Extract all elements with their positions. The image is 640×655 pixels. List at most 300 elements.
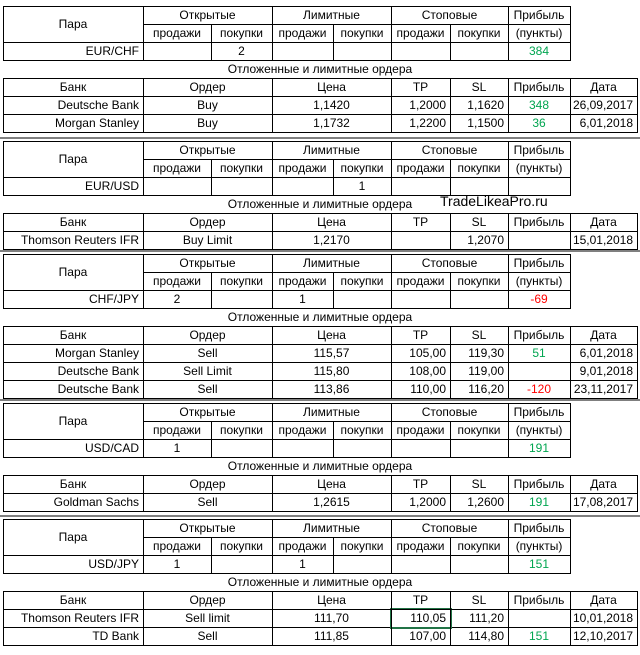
grid-line [3, 403, 571, 404]
sl-cell[interactable]: 111,20 [469, 611, 504, 625]
grid-line [3, 132, 638, 133]
order-profit-cell[interactable]: 191 [528, 495, 550, 509]
date-header[interactable]: Дата [590, 215, 617, 229]
sub-header-cell[interactable]: покупки [340, 539, 384, 553]
sl-cell[interactable]: 1,1620 [467, 98, 504, 112]
profit-header[interactable]: Прибыль [513, 143, 565, 157]
open-header[interactable]: Открытые [179, 8, 236, 22]
price-cell[interactable]: 111,85 [314, 629, 349, 643]
price-cell[interactable]: 1,2170 [313, 233, 350, 247]
sl-cell[interactable]: 1,2070 [467, 233, 504, 247]
grid-line [3, 439, 571, 440]
order-profit-header[interactable]: Прибыль [513, 593, 565, 607]
grid-line [570, 591, 571, 646]
grid-line [3, 141, 571, 142]
sub-header-cell[interactable]: продажи [153, 26, 201, 40]
position-count-cell[interactable] [450, 555, 508, 573]
date-cell[interactable]: 9,01,2018 [579, 364, 633, 378]
grid-line [272, 519, 273, 574]
order-type-cell[interactable]: Buy [197, 98, 218, 112]
grid-line [637, 475, 638, 512]
grid-line [450, 421, 451, 458]
date-cell[interactable]: 23,11,2017 [573, 382, 633, 396]
position-count-cell[interactable] [333, 42, 391, 60]
grid-line [272, 254, 273, 309]
profit-header[interactable]: Прибыль [513, 8, 565, 22]
grid-line [508, 78, 509, 133]
bank-cell[interactable]: Thomson Reuters IFR [20, 233, 139, 247]
profit-cell[interactable]: 384 [528, 44, 550, 58]
sub-header-cell[interactable]: продажи [278, 161, 327, 175]
grid-line [3, 78, 638, 79]
sub-header-cell[interactable]: продажи [153, 161, 201, 175]
open-header[interactable]: Открытые [179, 405, 236, 419]
grid-line [450, 24, 451, 61]
sub-header-cell[interactable]: продажи [396, 539, 445, 553]
profit-cell[interactable]: -69 [530, 292, 548, 306]
pair-header[interactable]: Пара [58, 414, 88, 428]
date-header[interactable]: Дата [590, 328, 617, 342]
orders-title[interactable]: Отложенные и лимитные ордера [227, 459, 413, 473]
tp-header[interactable]: TP [412, 593, 429, 607]
tp-cell[interactable]: 105,00 [409, 346, 446, 360]
grid-line [570, 6, 571, 61]
grid-line [3, 213, 4, 250]
grid-line [3, 555, 571, 556]
date-header[interactable]: Дата [590, 593, 617, 607]
position-count-cell[interactable] [391, 555, 450, 573]
grid-line [211, 159, 212, 196]
order-profit-cell[interactable]: 36 [532, 116, 546, 130]
sub-header-cell[interactable]: покупки [340, 274, 384, 288]
grid-line [570, 78, 571, 133]
position-count-cell[interactable] [333, 555, 391, 573]
price-header[interactable]: Цена [317, 80, 346, 94]
order-profit-cell[interactable]: 348 [528, 98, 550, 112]
grid-line [211, 421, 212, 458]
grid-line [333, 24, 334, 61]
order-header[interactable]: Ордер [189, 328, 226, 342]
active-cell-selection [390, 608, 452, 629]
sub-header-cell[interactable]: покупки [457, 161, 501, 175]
bank-cell[interactable]: Morgan Stanley [54, 116, 139, 130]
grid-line [637, 591, 638, 646]
profit-header[interactable]: Прибыль [513, 405, 565, 419]
order-profit-cell[interactable] [508, 609, 570, 627]
grid-line [570, 326, 571, 399]
profit-header[interactable]: Прибыль [513, 256, 565, 270]
sl-cell[interactable]: 1,1500 [467, 116, 504, 130]
bank-header[interactable]: Банк [59, 215, 87, 229]
grid-line [508, 403, 509, 458]
order-header[interactable]: Ордер [189, 477, 226, 491]
bank-cell[interactable]: Thomson Reuters IFR [20, 611, 139, 625]
grid-line [450, 326, 451, 399]
grid-line [3, 177, 571, 178]
grid-line [508, 326, 509, 399]
price-cell[interactable]: 115,57 [313, 346, 350, 360]
grid-line [272, 591, 273, 646]
grid-line [3, 591, 4, 646]
order-header[interactable]: Ордер [189, 215, 226, 229]
tp-cell[interactable]: 107,00 [409, 629, 446, 643]
grid-line [143, 78, 144, 133]
profit-header[interactable]: Прибыль [513, 521, 565, 535]
grid-line [391, 254, 392, 309]
price-header[interactable]: Цена [317, 477, 346, 491]
position-count-cell[interactable] [450, 42, 508, 60]
date-cell[interactable]: 10,01,2018 [572, 611, 633, 625]
tp-cell[interactable]: 1,2000 [409, 98, 446, 112]
position-count-cell[interactable] [333, 439, 391, 457]
grid-line [3, 326, 638, 327]
date-cell[interactable]: 26,09,2017 [572, 98, 633, 112]
pair-header[interactable]: Пара [58, 530, 88, 544]
sl-cell[interactable]: 119,00 [468, 364, 504, 378]
grid-line [272, 78, 273, 133]
date-header[interactable]: Дата [590, 477, 617, 491]
grid-line [143, 326, 144, 399]
sl-header[interactable]: SL [471, 328, 487, 342]
sl-header[interactable]: SL [471, 477, 487, 491]
date-cell[interactable]: 15,01,2018 [572, 233, 633, 247]
grid-line [3, 519, 4, 574]
price-cell[interactable]: 1,2615 [313, 495, 350, 509]
order-profit-cell[interactable]: -120 [526, 382, 552, 396]
order-profit-cell[interactable]: 151 [528, 629, 550, 643]
position-count-cell[interactable]: 1 [358, 179, 366, 193]
grid-line [211, 272, 212, 309]
grid-line [450, 78, 451, 133]
pair-header[interactable]: Пара [58, 152, 88, 166]
stop-header[interactable]: Стоповые [421, 256, 478, 270]
grid-line [3, 6, 571, 7]
price-cell[interactable]: 115,80 [313, 364, 350, 378]
position-count-cell[interactable] [391, 290, 450, 308]
position-count-cell[interactable] [272, 42, 333, 60]
tp-header[interactable]: TP [412, 477, 429, 491]
pair-header[interactable]: Пара [58, 265, 88, 279]
sub-header-cell[interactable]: покупки [457, 423, 501, 437]
order-type-cell[interactable]: Sell [197, 629, 218, 643]
order-type-cell[interactable]: Sell [197, 346, 218, 360]
position-count-cell[interactable] [272, 439, 333, 457]
position-count-cell[interactable]: 1 [173, 557, 181, 571]
grid-line [272, 6, 273, 61]
price-cell[interactable]: 1,1732 [313, 116, 350, 130]
tp-header[interactable]: TP [412, 328, 429, 342]
grid-line [391, 403, 392, 458]
bank-header[interactable]: Банк [59, 80, 87, 94]
grid-line [143, 537, 571, 538]
order-header[interactable]: Ордер [189, 80, 226, 94]
grid-line [391, 326, 392, 399]
order-profit-cell[interactable] [508, 362, 570, 380]
stop-header[interactable]: Стоповые [421, 8, 478, 22]
order-profit-cell[interactable] [508, 231, 570, 249]
tp-cell[interactable]: 108,00 [409, 364, 446, 378]
price-cell[interactable]: 1,1420 [313, 98, 350, 112]
order-type-cell[interactable]: Sell limit [185, 611, 230, 625]
profit-sub-header[interactable]: (пункты) [515, 26, 563, 40]
grid-line [143, 272, 571, 273]
position-count-cell[interactable] [211, 439, 272, 457]
sub-header-cell[interactable]: покупки [457, 274, 501, 288]
grid-line [3, 475, 638, 476]
sub-header-cell[interactable]: покупки [219, 26, 263, 40]
grid-line [333, 537, 334, 574]
grid-line [3, 475, 4, 512]
stop-header[interactable]: Стоповые [421, 143, 478, 157]
bank-cell[interactable]: Deutsche Bank [57, 382, 139, 396]
grid-line [3, 254, 4, 309]
grid-line [143, 141, 144, 196]
grid-line [450, 591, 451, 646]
order-type-cell[interactable]: Sell [197, 382, 218, 396]
date-cell[interactable]: 6,01,2018 [579, 346, 633, 360]
grid-line [391, 6, 392, 61]
grid-line [333, 272, 334, 309]
profit-sub-header[interactable]: (пункты) [515, 161, 563, 175]
bank-cell[interactable]: Morgan Stanley [54, 346, 139, 360]
grid-line [570, 403, 571, 458]
grid-line [143, 159, 571, 160]
profit-sub-header[interactable]: (пункты) [515, 423, 563, 437]
sub-header-cell[interactable]: покупки [457, 539, 501, 553]
price-cell[interactable]: 111,70 [314, 611, 349, 625]
grid-line [450, 475, 451, 512]
grid-line [508, 254, 509, 309]
order-type-cell[interactable]: Buy [197, 116, 218, 130]
sl-cell[interactable]: 116,20 [468, 382, 504, 396]
sl-cell[interactable]: 114,80 [468, 629, 504, 643]
limit-header[interactable]: Лимитные [303, 405, 360, 419]
sub-header-cell[interactable]: продажи [396, 423, 445, 437]
grid-line [143, 6, 144, 61]
position-count-cell[interactable] [211, 555, 272, 573]
orders-title[interactable]: Отложенные и лимитные ордера [227, 62, 413, 76]
grid-line [570, 254, 571, 309]
grid-line [3, 254, 571, 255]
grid-line [508, 591, 509, 646]
grid-line [391, 141, 392, 196]
order-type-cell[interactable]: Buy Limit [182, 233, 233, 247]
pair-cell[interactable]: USD/CAD [84, 441, 139, 455]
grid-line [272, 326, 273, 399]
position-count-cell[interactable] [211, 290, 272, 308]
block-separator [0, 515, 640, 517]
bank-cell[interactable]: Goldman Sachs [53, 495, 139, 509]
grid-line [143, 254, 144, 309]
grid-line [333, 159, 334, 196]
grid-line [391, 475, 392, 512]
date-header[interactable]: Дата [590, 80, 617, 94]
grid-line [450, 272, 451, 309]
order-profit-header[interactable]: Прибыль [513, 328, 565, 342]
grid-line [3, 493, 638, 494]
tp-cell[interactable]: 1,2200 [409, 116, 446, 130]
limit-header[interactable]: Лимитные [303, 143, 360, 157]
order-profit-header[interactable]: Прибыль [513, 477, 565, 491]
orders-title[interactable]: Отложенные и лимитные ордера [227, 197, 413, 211]
grid-line [450, 213, 451, 250]
grid-line [508, 6, 509, 61]
profit-cell[interactable]: 191 [528, 441, 550, 455]
grid-line [570, 519, 571, 574]
grid-line [391, 78, 392, 133]
pair-cell[interactable]: USD/JPY [88, 557, 139, 571]
bank-cell[interactable]: Deutsche Bank [57, 364, 139, 378]
bank-cell[interactable]: TD Bank [92, 629, 139, 643]
bank-header[interactable]: Банк [59, 328, 87, 342]
grid-line [143, 24, 571, 25]
date-cell[interactable]: 12,10,2017 [572, 629, 633, 643]
position-count-cell[interactable] [143, 177, 211, 195]
bank-cell[interactable]: Deutsche Bank [57, 98, 139, 112]
pair-cell[interactable]: EUR/CHF [85, 44, 139, 58]
position-count-cell[interactable]: 1 [299, 292, 306, 306]
position-count-cell[interactable] [333, 290, 391, 308]
order-header[interactable]: Ордер [189, 593, 226, 607]
sub-header-cell[interactable]: продажи [153, 274, 201, 288]
block-separator [0, 137, 640, 139]
grid-line [143, 213, 144, 250]
grid-line [272, 141, 273, 196]
limit-header[interactable]: Лимитные [303, 8, 360, 22]
sub-header-cell[interactable]: покупки [340, 161, 384, 175]
grid-line [637, 326, 638, 399]
orders-title[interactable]: Отложенные и лимитные ордера [227, 310, 413, 324]
grid-line [143, 475, 144, 512]
date-cell[interactable]: 6,01,2018 [579, 116, 633, 130]
position-count-cell[interactable] [143, 42, 211, 60]
sub-header-cell[interactable]: покупки [219, 274, 263, 288]
grid-line [3, 6, 4, 61]
position-count-cell[interactable] [391, 439, 450, 457]
grid-line [272, 403, 273, 458]
position-count-cell[interactable]: 1 [299, 557, 306, 571]
sub-header-cell[interactable]: покупки [219, 539, 263, 553]
sl-header[interactable]: SL [471, 593, 487, 607]
tp-cell[interactable]: 110,00 [410, 382, 446, 396]
watermark-text: TradeLikeaPro.ru [440, 193, 548, 209]
position-count-cell[interactable]: 2 [238, 44, 245, 58]
profit-cell[interactable]: 151 [528, 557, 550, 571]
bank-header[interactable]: Банк [59, 593, 87, 607]
sub-header-cell[interactable]: продажи [278, 539, 327, 553]
grid-line [450, 537, 451, 574]
pair-header[interactable]: Пара [58, 17, 88, 31]
tp-cell[interactable] [391, 231, 450, 249]
stop-header[interactable]: Стоповые [421, 405, 478, 419]
price-header[interactable]: Цена [317, 593, 346, 607]
price-header[interactable]: Цена [317, 215, 346, 229]
order-type-cell[interactable]: Sell Limit [183, 364, 232, 378]
orders-title[interactable]: Отложенные и лимитные ордера [227, 575, 413, 589]
tp-header[interactable]: TP [412, 80, 429, 94]
grid-line [3, 231, 638, 232]
sub-header-cell[interactable]: покупки [219, 423, 263, 437]
sub-header-cell[interactable]: покупки [340, 26, 384, 40]
grid-line [508, 519, 509, 574]
stop-header[interactable]: Стоповые [421, 521, 478, 535]
position-count-cell[interactable]: 2 [173, 292, 181, 306]
date-cell[interactable]: 17,08,2017 [572, 495, 633, 509]
limit-header[interactable]: Лимитные [303, 256, 360, 270]
order-profit-header[interactable]: Прибыль [513, 80, 565, 94]
limit-header[interactable]: Лимитные [303, 521, 360, 535]
grid-line [272, 475, 273, 512]
sub-header-cell[interactable]: продажи [396, 274, 445, 288]
block-separator [0, 250, 640, 252]
open-header[interactable]: Открытые [179, 143, 236, 157]
price-cell[interactable]: 113,86 [313, 382, 350, 396]
grid-line [3, 213, 638, 214]
grid-line [143, 519, 144, 574]
profit-sub-header[interactable]: (пункты) [515, 539, 563, 553]
sub-header-cell[interactable]: продажи [153, 423, 201, 437]
position-count-cell[interactable]: 1 [173, 441, 181, 455]
sub-header-cell[interactable]: продажи [278, 274, 327, 288]
sl-cell[interactable]: 1,2600 [467, 495, 504, 509]
position-count-cell[interactable] [391, 42, 450, 60]
pair-cell[interactable]: EUR/USD [84, 179, 139, 193]
position-count-cell[interactable] [211, 177, 272, 195]
profit-sub-header[interactable]: (пункты) [515, 274, 563, 288]
grid-line [391, 591, 392, 646]
sub-header-cell[interactable]: покупки [340, 423, 384, 437]
sub-header-cell[interactable]: продажи [278, 423, 327, 437]
grid-line [3, 344, 638, 345]
grid-line [3, 645, 638, 646]
sl-header[interactable]: SL [471, 215, 487, 229]
tp-header[interactable]: TP [412, 215, 429, 229]
tp-cell[interactable]: 110,05 [410, 611, 446, 625]
position-count-cell[interactable] [450, 439, 508, 457]
grid-line [143, 421, 571, 422]
sub-header-cell[interactable]: покупки [219, 161, 263, 175]
open-header[interactable]: Открытые [179, 521, 236, 535]
grid-line [508, 213, 509, 250]
grid-line [3, 609, 638, 610]
position-count-cell[interactable] [272, 177, 333, 195]
position-count-cell[interactable] [450, 290, 508, 308]
order-profit-cell[interactable]: 51 [532, 346, 546, 360]
order-type-cell[interactable]: Sell [197, 495, 218, 509]
grid-line [143, 591, 144, 646]
block-separator [0, 399, 640, 401]
sub-header-cell[interactable]: покупки [457, 26, 501, 40]
sl-cell[interactable]: 119,30 [468, 346, 504, 360]
price-header[interactable]: Цена [317, 328, 346, 342]
sub-header-cell[interactable]: продажи [278, 26, 327, 40]
sub-header-cell[interactable]: продажи [396, 161, 445, 175]
grid-line [272, 213, 273, 250]
pair-cell[interactable]: CHF/JPY [88, 292, 139, 306]
grid-line [3, 591, 638, 592]
grid-line [3, 519, 571, 520]
order-profit-header[interactable]: Прибыль [513, 215, 565, 229]
grid-line [3, 326, 4, 399]
grid-line [3, 96, 638, 97]
sub-header-cell[interactable]: продажи [153, 539, 201, 553]
open-header[interactable]: Открытые [179, 256, 236, 270]
sl-header[interactable]: SL [471, 80, 487, 94]
bank-header[interactable]: Банк [59, 477, 87, 491]
grid-line [450, 159, 451, 196]
tp-cell[interactable]: 1,2000 [409, 495, 446, 509]
sub-header-cell[interactable]: продажи [396, 26, 445, 40]
